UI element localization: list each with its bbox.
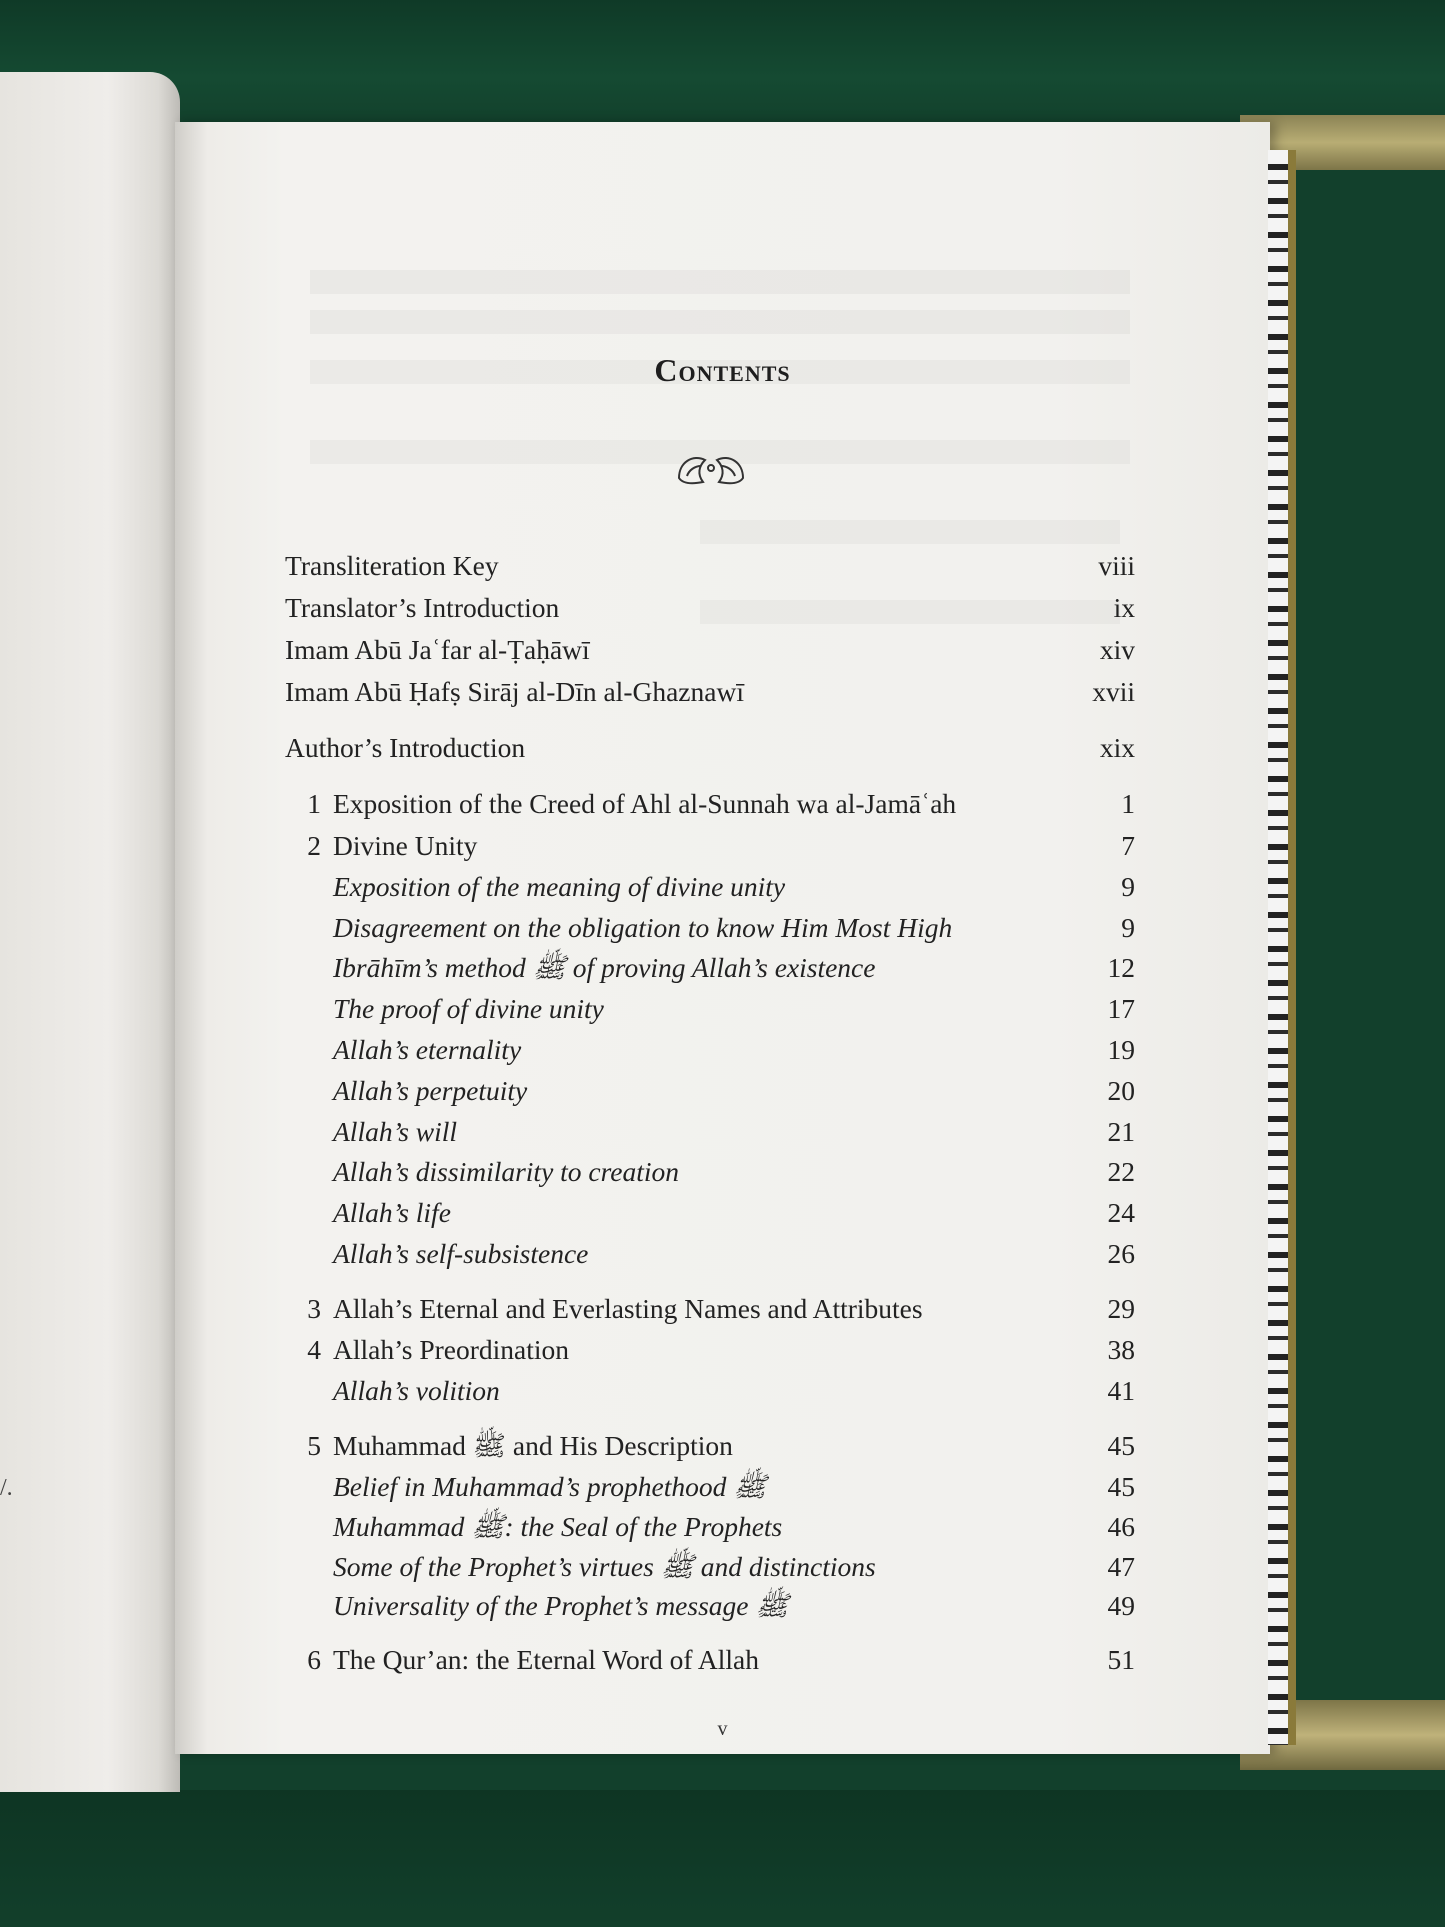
toc-page-number: 45 [1107,1430,1135,1461]
toc-row[interactable] [285,588,1135,628]
toc-row[interactable] [285,672,1135,712]
toc-page-number: 24 [1107,1197,1135,1228]
toc-label: Imam Abū Jaʿfar al-Ṭaḥāwī [285,634,590,665]
carpet-background-bottom [0,1790,1445,1927]
toc-label: Muhammad ﷺ: the Seal of the Prophets [333,1511,783,1542]
toc-subsection-row[interactable] [285,1547,1135,1587]
page-folio: v [717,1718,728,1740]
chapter-number: 4 [307,1334,321,1365]
toc-page-number: 9 [1121,871,1135,902]
toc-subsection-row[interactable] [285,1371,1135,1411]
left-page-mark: /. [0,1475,13,1501]
toc-page-number: 19 [1107,1034,1135,1065]
toc-label: Transliteration Key [285,550,499,581]
toc-label: Universality of the Prophet’s message ﷺ [333,1590,789,1621]
toc-subsection-row[interactable] [285,1467,1135,1507]
toc-label: Some of the Prophet’s virtues ﷺ and distinctions [333,1551,876,1582]
toc-label: The proof of divine unity [333,993,604,1024]
toc-page-number: 46 [1107,1511,1135,1542]
carpet-background-top [0,0,1445,130]
toc-subsection-row[interactable] [285,989,1135,1029]
toc-label: Allah’s self-subsistence [333,1238,589,1269]
toc-page-number: xix [1099,732,1135,763]
toc-page-number: 12 [1107,952,1135,983]
toc-subsection-row[interactable] [285,1507,1135,1547]
toc-subsection-row[interactable] [285,948,1135,988]
toc-page-number: 17 [1107,993,1135,1024]
toc-page-number: 21 [1107,1116,1135,1147]
toc-subsection-row[interactable] [285,1071,1135,1111]
toc-page-number: viii [1098,550,1135,581]
toc-subsection-row[interactable] [285,1234,1135,1274]
toc-label: Allah’s dissimilarity to creation [333,1156,680,1187]
toc-label: Allah’s Eternal and Everlasting Names and Attributes [333,1293,923,1324]
chapter-number: 1 [307,788,321,819]
toc-subsection-row[interactable] [285,1152,1135,1192]
toc-page-number: 22 [1107,1156,1135,1187]
toc-label: Allah’s life [333,1197,451,1228]
toc-page-number: 51 [1107,1644,1135,1675]
toc-page-number: ix [1113,592,1135,623]
toc-label: Author’s Introduction [285,732,526,763]
toc-label: Ibrāhīm’s method ﷺ of proving Allah’s existence [333,952,876,983]
left-page [0,72,180,1792]
toc-label: Disagreement on the obligation to know Him Most High [333,912,953,943]
toc-chapter-row[interactable] [285,1426,1135,1466]
toc-row[interactable] [285,728,1135,768]
toc-label: Translator’s Introduction [285,592,560,623]
chapter-number: 6 [307,1644,321,1675]
toc-label: Allah’s Preordination [333,1334,570,1365]
toc-page-number: xiv [1099,634,1135,665]
toc-page-number: 49 [1107,1590,1135,1621]
toc-page-number: 7 [1121,830,1135,861]
toc-subsection-row[interactable] [285,1586,1135,1626]
floral-ornament-icon [673,448,749,488]
toc-subsection-row[interactable] [285,867,1135,907]
chapter-number: 5 [307,1430,321,1461]
toc-label: Imam Abū Ḥafṣ Sirāj al-Dīn al-Ghaznawī [285,676,744,707]
toc-page-number: 26 [1107,1238,1135,1269]
toc-label: Allah’s will [333,1116,458,1147]
toc-chapter-row[interactable] [285,826,1135,866]
toc-page-number: 45 [1107,1471,1135,1502]
toc-subsection-row[interactable] [285,1030,1135,1070]
toc-label: Allah’s eternality [333,1034,522,1065]
toc-page-number: xvii [1092,676,1135,707]
toc-subsection-row[interactable] [285,1112,1135,1152]
toc-row[interactable] [285,546,1135,586]
toc-page-number: 9 [1121,912,1135,943]
toc-label: The Qur’an: the Eternal Word of Allah [333,1644,759,1675]
toc-chapter-row[interactable] [285,1289,1135,1329]
toc-page-number: 20 [1107,1075,1135,1106]
toc-label: Exposition of the meaning of divine unity [333,871,786,902]
toc-chapter-row[interactable] [285,1330,1135,1370]
page-edge-gilt [1288,150,1296,1745]
toc-page-number: 38 [1107,1334,1135,1365]
chapter-number: 3 [307,1293,321,1324]
toc-subsection-row[interactable] [285,908,1135,948]
toc-page-number: 41 [1107,1375,1135,1406]
toc-page-number: 47 [1107,1551,1135,1582]
toc-label: Muhammad ﷺ and His Description [333,1430,733,1461]
toc-label: Allah’s perpetuity [333,1075,528,1106]
toc-label: Divine Unity [333,830,478,861]
toc-row[interactable] [285,630,1135,670]
toc-label: Exposition of the Creed of Ahl al-Sunnah wa al-Jamāʿah [333,788,957,819]
toc-subsection-row[interactable] [285,1193,1135,1233]
toc-page-number: 29 [1107,1293,1135,1324]
chapter-number: 2 [307,830,321,861]
toc-chapter-row[interactable] [285,784,1135,824]
page-title: Contents [654,352,791,388]
toc-label: Belief in Muhammad’s prophethood ﷺ [333,1471,767,1502]
toc-chapter-row[interactable] [285,1640,1135,1680]
toc-label: Allah’s volition [333,1375,500,1406]
toc-page-number: 1 [1121,788,1135,819]
